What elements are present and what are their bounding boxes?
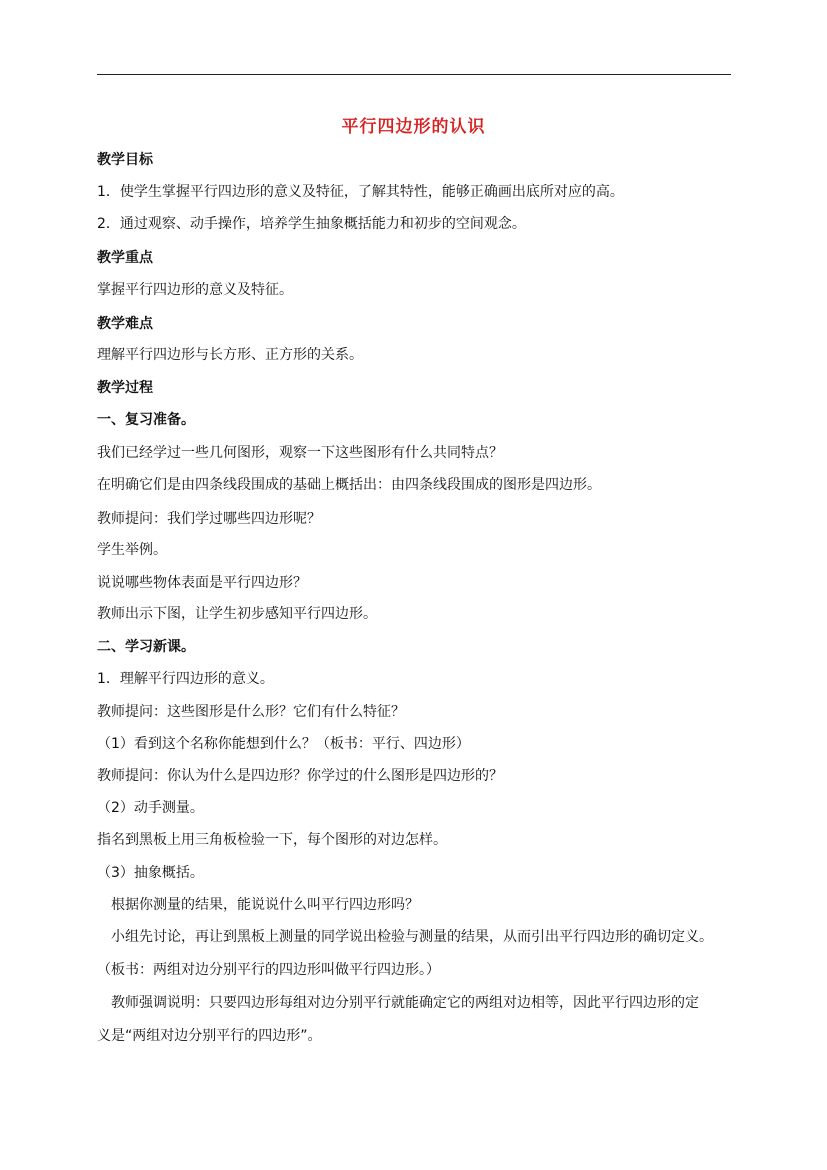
- paragraph-line: 教师强调说明：只要四边形每组对边分别平行就能确定它的两组对边相等，因此平行四边形的定: [97, 995, 699, 1011]
- paragraph-line: 我们已经学过一些几何图形，观察一下这些图形有什么共同特点？: [97, 445, 503, 461]
- paragraph-line: （2）动手测量。: [97, 800, 204, 816]
- paragraph-line: 教师提问：你认为什么是四边形？你学过的什么图形是四边形的？: [97, 768, 503, 784]
- paragraph-line: 小组先讨论，再让到黑板上测量的同学说出检验与测量的结果，从而引出平行四边形的确切定义。: [97, 929, 713, 945]
- paragraph-line: 教师出示下图，让学生初步感知平行四边形。: [97, 606, 377, 622]
- section-heading: 教学目标: [97, 152, 153, 168]
- section-heading: 教学过程: [97, 380, 153, 396]
- page-title: 平行四边形的认识: [341, 117, 486, 137]
- paragraph-line: 1．使学生掌握平行四边形的意义及特征，了解其特性，能够正确画出底所对应的高。: [97, 184, 624, 200]
- header-rule: [97, 74, 731, 75]
- paragraph-line: 指名到黑板上用三角板检验一下，每个图形的对边怎样。: [97, 832, 447, 848]
- paragraph-line: （1）看到这个名称你能想到什么？（板书：平行、四边形）: [97, 736, 470, 752]
- section-heading: 教学难点: [97, 316, 153, 332]
- section-heading: 二、学习新课。: [97, 639, 195, 655]
- paragraph-line: 1．理解平行四边形的意义。: [97, 671, 274, 687]
- paragraph-line: 教师提问：这些图形是什么形？它们有什么特征？: [97, 704, 405, 720]
- section-heading: 一、复习准备。: [97, 412, 195, 428]
- paragraph-line: 2．通过观察、动手操作，培养学生抽象概括能力和初步的空间观念。: [97, 216, 526, 232]
- paragraph-line: （板书：两组对边分别平行的四边形叫做平行四边形。）: [97, 962, 440, 978]
- section-heading: 教学重点: [97, 250, 153, 266]
- paragraph-line: 学生举例。: [97, 542, 167, 558]
- paragraph-line: 义是“两组对边分别平行的四边形”。: [97, 1028, 322, 1044]
- paragraph-line: 说说哪些物体表面是平行四边形？: [97, 575, 307, 591]
- paragraph-line: 教师提问：我们学过哪些四边形呢？: [97, 511, 321, 527]
- paragraph-line: 根据你测量的结果，能说说什么叫平行四边形吗？: [97, 897, 419, 913]
- paragraph-line: （3）抽象概括。: [97, 865, 204, 881]
- paragraph-line: 掌握平行四边形的意义及特征。: [97, 282, 293, 298]
- paragraph-line: 理解平行四边形与长方形、正方形的关系。: [97, 347, 363, 363]
- paragraph-line: 在明确它们是由四条线段围成的基础上概括出：由四条线段围成的图形是四边形。: [97, 477, 601, 493]
